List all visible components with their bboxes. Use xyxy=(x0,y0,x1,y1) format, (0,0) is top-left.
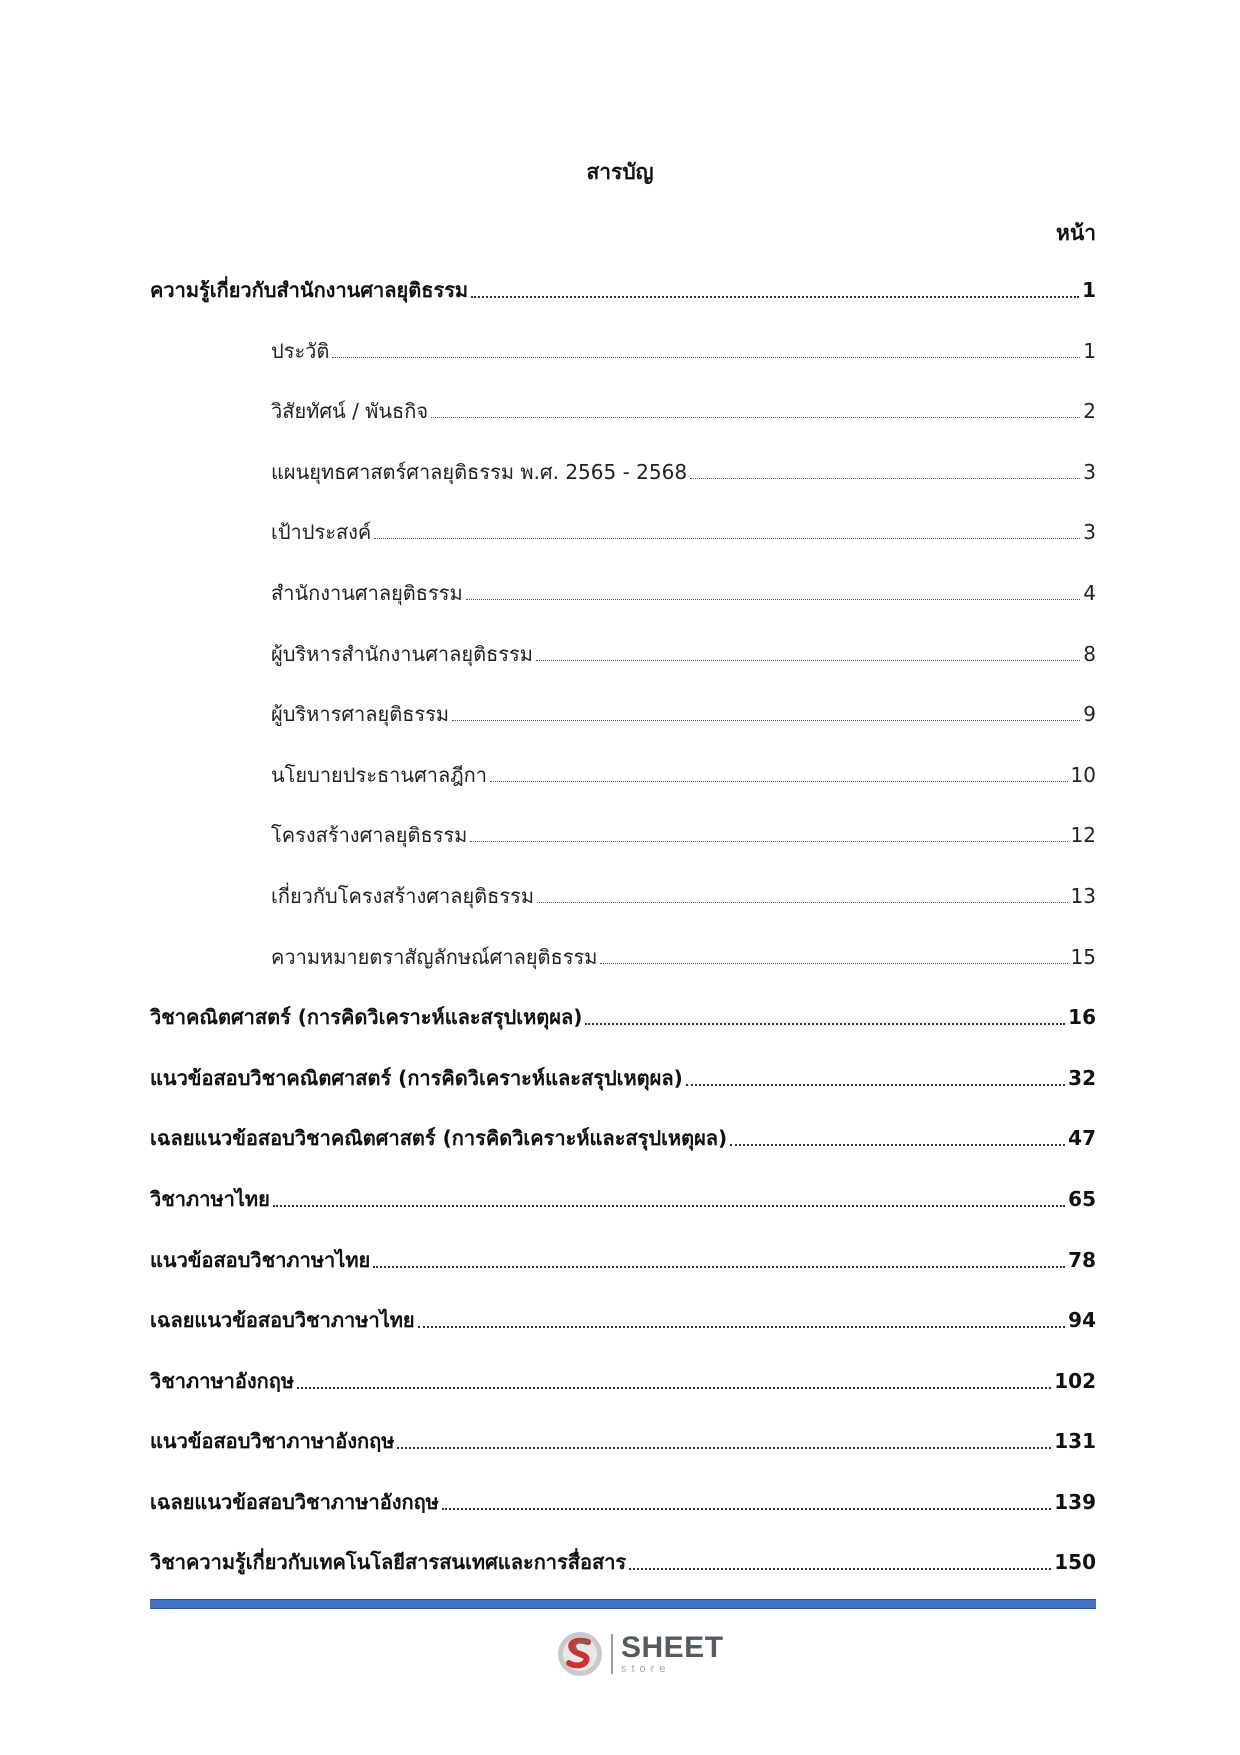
toc-entry-page: 65 xyxy=(1068,1186,1096,1211)
toc-entry-label: วิชาภาษาอังกฤษ xyxy=(150,1368,295,1393)
toc-entry-page: 32 xyxy=(1068,1065,1096,1090)
toc-entry-page: 150 xyxy=(1054,1550,1096,1575)
toc-entry-label: วิชาความรู้เกี่ยวกับเทคโนโลยีสารสนเทศและการสื่อสาร xyxy=(150,1550,627,1575)
toc-entry-page: 13 xyxy=(1070,883,1096,908)
toc-entry[interactable] xyxy=(150,700,1096,761)
toc-entry[interactable] xyxy=(150,337,1096,398)
toc-entry[interactable] xyxy=(150,1306,1096,1367)
toc-entry-label: แนวข้อสอบวิชาภาษาอังกฤษ xyxy=(150,1429,395,1454)
toc-dot-leader xyxy=(452,700,1080,721)
toc-entry-label: ประวัติ xyxy=(271,338,330,363)
toc-entry[interactable] xyxy=(150,882,1096,943)
toc-entry-label: ความหมายตราสัญลักษณ์ศาลยุติธรรม xyxy=(271,944,598,969)
toc-dot-leader xyxy=(536,640,1080,661)
toc-entry-label: เฉลยแนวข้อสอบวิชาคณิตศาสตร์ (การคิดวิเคราะห์และสรุปเหตุผล) xyxy=(150,1126,728,1151)
toc-entry-page: 131 xyxy=(1054,1429,1096,1454)
toc-entry-page: 3 xyxy=(1083,459,1096,484)
toc-dot-leader xyxy=(686,1064,1065,1086)
logo-subtitle: store xyxy=(621,1663,671,1675)
toc-entry-page: 1 xyxy=(1083,338,1096,363)
page-title: สารบัญ xyxy=(586,160,654,184)
toc-entry-label: แผนยุทธศาสตร์ศาลยุติธรรม พ.ศ. 2565 - 2568 xyxy=(271,459,688,484)
footer-logo xyxy=(555,1626,724,1682)
toc-dot-leader xyxy=(537,882,1068,903)
toc-entry-page: 16 xyxy=(1068,1005,1096,1030)
toc-dot-leader xyxy=(471,276,1079,298)
footer-divider xyxy=(150,1599,1096,1609)
toc-entry-label: โครงสร้างศาลยุติธรรม xyxy=(271,823,468,848)
toc-entry-page: 3 xyxy=(1083,520,1096,545)
toc-dot-leader xyxy=(470,821,1067,842)
toc-entry-page: 139 xyxy=(1054,1489,1096,1514)
logo-word: SHEET xyxy=(621,1631,724,1664)
toc-entry-page: 9 xyxy=(1083,702,1096,727)
toc-entry[interactable] xyxy=(150,397,1096,458)
toc-entry-page: 102 xyxy=(1054,1368,1096,1393)
toc-dot-leader xyxy=(374,518,1080,539)
toc-entry[interactable] xyxy=(150,1185,1096,1246)
page-column-header: หน้า xyxy=(1056,221,1096,245)
toc-dot-leader xyxy=(373,1246,1065,1268)
toc-entry-page: 12 xyxy=(1070,823,1096,848)
toc-dot-leader xyxy=(585,1003,1065,1025)
logo-divider xyxy=(611,1634,613,1674)
toc-entry-label: นโยบายประธานศาลฎีกา xyxy=(271,762,488,787)
toc-dot-leader xyxy=(442,1488,1051,1510)
toc-entry-page: 94 xyxy=(1068,1308,1096,1333)
toc-entry-label: ผู้บริหารสำนักงานศาลยุติธรรม xyxy=(271,641,533,666)
toc-entry[interactable] xyxy=(150,458,1096,519)
toc-entry-page: 1 xyxy=(1082,278,1096,302)
toc-entry-page: 10 xyxy=(1070,762,1096,787)
toc-entry[interactable] xyxy=(150,943,1096,1004)
toc-entry[interactable] xyxy=(150,761,1096,822)
toc-dot-leader xyxy=(418,1306,1066,1328)
toc-dot-leader xyxy=(273,1185,1065,1207)
toc-entry[interactable] xyxy=(150,1488,1096,1549)
toc-entry-label: ความรู้เกี่ยวกับสำนักงานศาลยุติธรรม xyxy=(150,278,469,302)
table-of-contents xyxy=(150,276,1096,1609)
toc-dot-leader xyxy=(690,458,1080,479)
toc-dot-leader xyxy=(332,337,1080,358)
toc-entry[interactable] xyxy=(150,640,1096,701)
toc-entry[interactable] xyxy=(150,1246,1096,1307)
toc-entry-page: 47 xyxy=(1068,1126,1096,1151)
toc-entry-label: เฉลยแนวข้อสอบวิชาภาษาไทย xyxy=(150,1308,415,1333)
toc-entry-label: แนวข้อสอบวิชาคณิตศาสตร์ (การคิดวิเคราะห์และสรุปเหตุผล) xyxy=(150,1065,683,1090)
toc-entry-label: วิสัยทัศน์ / พันธกิจ xyxy=(271,399,429,424)
toc-dot-leader xyxy=(600,943,1067,964)
toc-entry[interactable] xyxy=(150,579,1096,640)
toc-entry[interactable] xyxy=(150,1064,1096,1125)
toc-entry[interactable] xyxy=(150,1427,1096,1488)
toc-entry-label: ผู้บริหารศาลยุติธรรม xyxy=(271,702,450,727)
sheet-store-logo-icon xyxy=(555,1629,605,1679)
toc-entry-page: 8 xyxy=(1083,641,1096,666)
toc-entry-label: วิชาภาษาไทย xyxy=(150,1186,270,1211)
toc-entry[interactable] xyxy=(150,1367,1096,1428)
toc-dot-leader xyxy=(629,1548,1051,1570)
toc-entry-page: 2 xyxy=(1083,399,1096,424)
toc-entry-label: สำนักงานศาลยุติธรรม xyxy=(271,580,463,605)
toc-entry-label: เฉลยแนวข้อสอบวิชาภาษาอังกฤษ xyxy=(150,1489,439,1514)
toc-entry-label: แนวข้อสอบวิชาภาษาไทย xyxy=(150,1247,371,1272)
toc-entry-label: เกี่ยวกับโครงสร้างศาลยุติธรรม xyxy=(271,883,535,908)
toc-dot-leader xyxy=(297,1367,1051,1389)
toc-entry[interactable] xyxy=(150,821,1096,882)
toc-entry-label: วิชาคณิตศาสตร์ (การคิดวิเคราะห์และสรุปเหตุผล) xyxy=(150,1005,583,1030)
toc-dot-leader xyxy=(466,579,1081,600)
toc-entry-page: 4 xyxy=(1083,580,1096,605)
toc-entry[interactable] xyxy=(150,1003,1096,1064)
toc-entry-label: เป้าประสงค์ xyxy=(271,520,372,545)
toc-dot-leader xyxy=(431,397,1080,418)
toc-entry-page: 15 xyxy=(1070,944,1096,969)
toc-entry[interactable] xyxy=(150,518,1096,579)
toc-dot-leader xyxy=(490,761,1068,782)
toc-dot-leader xyxy=(730,1124,1065,1146)
toc-dot-leader xyxy=(397,1427,1051,1449)
toc-entry[interactable] xyxy=(150,1124,1096,1185)
toc-entry-page: 78 xyxy=(1068,1247,1096,1272)
toc-entry[interactable] xyxy=(150,276,1096,337)
